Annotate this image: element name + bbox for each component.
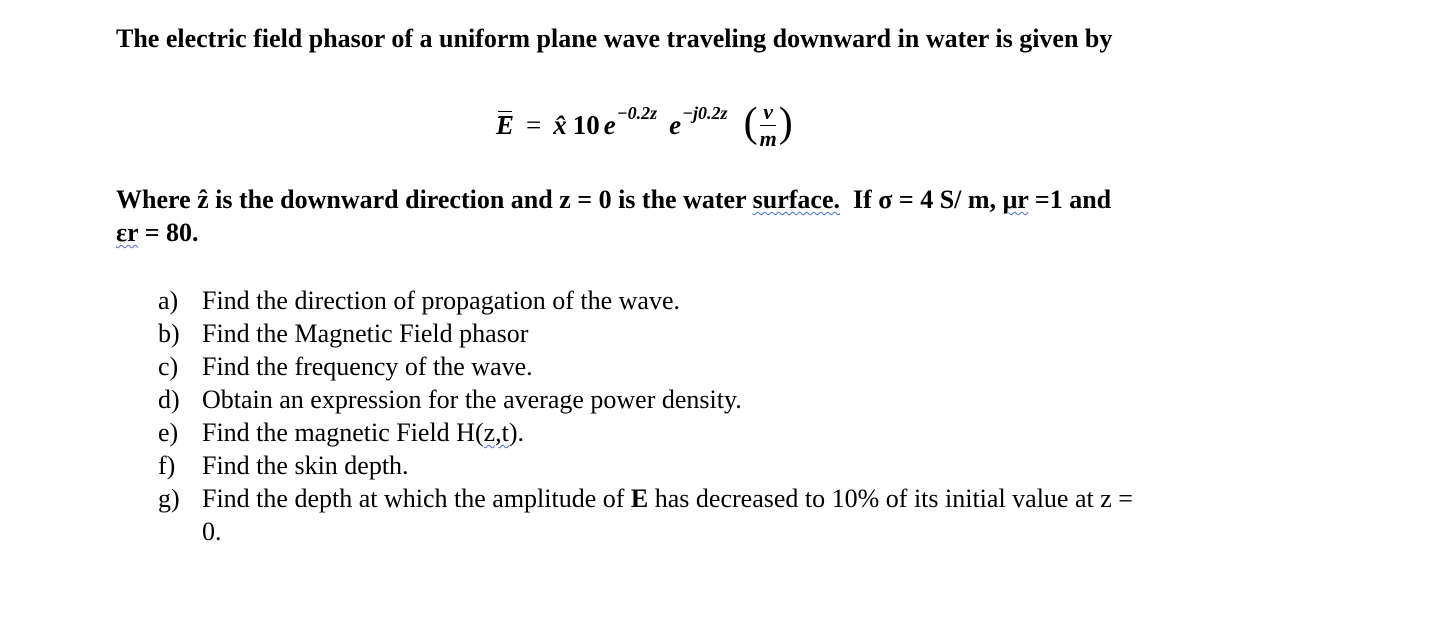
question-list xyxy=(158,284,1133,548)
list-item xyxy=(158,284,1133,317)
epsilon-r-symbol: εr xyxy=(116,218,139,247)
question-text: Find the magnetic Field H(z,t). xyxy=(202,418,525,447)
unit-volts-per-meter xyxy=(743,98,793,151)
question-text: Obtain an expression for the average power density. xyxy=(202,385,742,414)
electric-field-equation xyxy=(496,90,793,160)
mu-r-symbol: μr xyxy=(1002,185,1029,214)
exp-base-1: e xyxy=(603,109,616,140)
question-marker: e) xyxy=(158,418,179,447)
question-marker: g) xyxy=(158,484,180,513)
question-text: Find the frequency of the wave. xyxy=(202,352,533,381)
problem-conditions xyxy=(116,183,1111,249)
question-marker: d) xyxy=(158,385,180,414)
question-marker: a) xyxy=(158,286,179,315)
amplitude-coefficient: 10 xyxy=(572,109,600,140)
question-marker: f) xyxy=(158,451,176,480)
phasor-vector-bars xyxy=(498,111,512,118)
unit-numerator: v xyxy=(760,101,776,126)
left-paren: ( xyxy=(743,100,758,146)
question-text: Find the skin depth. xyxy=(202,451,409,480)
list-item xyxy=(158,416,1133,449)
underlined-surface: surface. xyxy=(752,185,840,214)
list-item xyxy=(158,449,1133,482)
problem-intro: The electric field phasor of a uniform plane wave traveling downward in water is given by xyxy=(116,24,1113,53)
e-field-vector-symbol xyxy=(496,110,514,141)
list-item xyxy=(158,317,1133,350)
conditions-text-2: If σ = 4 S/ m, xyxy=(839,185,1003,214)
question-text: Find the depth at which the amplitude of E has decreased to 10% of its initial value at z = 0. xyxy=(202,484,1133,546)
equals-sign: = xyxy=(526,109,542,140)
e-field-letter: E xyxy=(496,109,515,140)
phase-exponent: −j0.2z xyxy=(682,102,728,123)
question-text: Find the Magnetic Field phasor xyxy=(202,319,529,348)
list-item xyxy=(158,383,1133,416)
x-unit-vector: x̂ xyxy=(553,109,567,140)
list-item xyxy=(158,350,1133,383)
list-item xyxy=(158,482,1133,548)
right-paren: ) xyxy=(778,100,793,146)
attenuation-exponent: −0.2z xyxy=(616,102,658,123)
exp-base-2: e xyxy=(669,109,682,140)
conditions-text-1: Where ẑ is the downward direction and z = 0 is the water xyxy=(116,185,753,214)
question-marker: c) xyxy=(158,352,179,381)
question-marker: b) xyxy=(158,319,180,348)
unit-fraction xyxy=(759,98,777,151)
conditions-text-4: = 80. xyxy=(138,218,199,247)
squiggle-zt: z,t xyxy=(483,418,509,447)
conditions-text-3: =1 and xyxy=(1028,185,1112,214)
bold-e: E xyxy=(630,484,649,513)
unit-denominator: m xyxy=(759,125,777,151)
question-text: Find the direction of propagation of the wave. xyxy=(202,286,680,315)
